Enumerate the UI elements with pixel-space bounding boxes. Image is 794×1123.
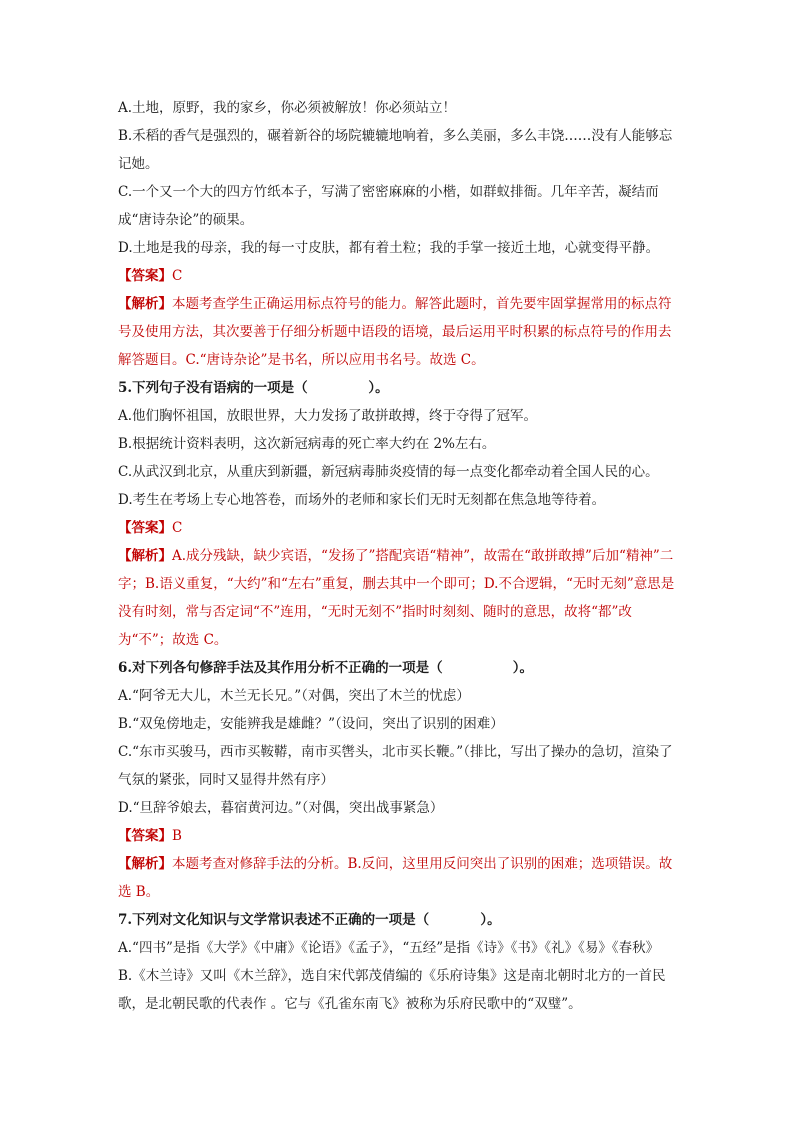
analysis-text: A.成分残缺，缺少宾语，“发扬了”搭配宾语“精神”，故需在“敢拼敢搏”后加“精神”二字；B.语义重复，“大约”和“左右”重复，删去其中一个即可；D.不合逻辑，“无时无刻”意思是没有时刻，常与否定词“不”连用，“无时无刻不”指时时刻刻、随时的意思，故将“都”改为“不”；故选 C。 [118, 548, 675, 648]
analysis-label: 【解析】 [118, 548, 172, 564]
option-b: B.“双兔傍地走，安能辨我是雄雌？”（设问，突出了识别的困难） [118, 716, 504, 732]
question-7-stem [118, 906, 678, 934]
analysis [118, 850, 678, 906]
option-c: C.从武汉到北京，从重庆到新疆，新冠病毒肺炎疫情的每一点变化都牵动着全国人民的心。 [118, 464, 659, 480]
document-page [118, 94, 678, 1018]
analysis-label: 【解析】 [118, 296, 172, 312]
analysis-text: 本题考查学生正确运用标点符号的能力。解答此题时，首先要牢固掌握常用的标点符号及使用方法，其次要善于仔细分析题中语段的语境，最后运用平时积累的标点符号的作用去解答题目。C.“唐诗杂论”是书名，所以应用书名号。故选 C。 [118, 296, 672, 368]
question-5-prefix: 5.下列句子没有语病的一项是（ [118, 380, 308, 396]
answer-value: C [172, 268, 183, 284]
option-d: D.土地是我的母亲，我的每一寸皮肤，都有着土粒；我的手掌一接近土地，心就变得平静。 [118, 240, 660, 256]
question-6-stem [118, 654, 678, 682]
option-b: B.根据统计资料表明，这次新冠病毒的死亡率大约在 2%左右。 [118, 436, 496, 452]
question-7-suffix: ）。 [480, 912, 501, 928]
option-c: C.“东市买骏马，西市买鞍鞯，南市买辔头，北市买长鞭。”（排比，写出了操办的急切，渲染了气氛的紧张，同时又显得井然有序） [118, 744, 673, 788]
option-a: A.“阿爷无大儿，木兰无长兄。”（对偶，突出了木兰的忧虑） [118, 688, 470, 704]
analysis-label: 【解析】 [118, 856, 172, 872]
option-b: B.禾稻的香气是强烈的，碾着新谷的场院辘辘地响着，多么美丽，多么丰饶……没有人能够忘记她。 [118, 128, 673, 172]
option-a: A.他们胸怀祖国，放眼世界，大力发扬了敢拼敢搏，终于夺得了冠军。 [118, 408, 538, 424]
question-7-prefix: 7.下列对文化知识与文学常识表述不正确的一项是（ [118, 912, 430, 928]
answer-line [118, 262, 678, 290]
analysis [118, 290, 678, 374]
analysis-text: 本题考查对修辞手法的分析。B.反问，这里用反问突出了识别的困难；选项错误。故选 B。 [118, 856, 673, 900]
answer-line [118, 514, 678, 542]
option-c: C.一个又一个大的四方竹纸本子，写满了密密麻麻的小楷，如群蚁排衙。几年辛苦，凝结而成“唐诗杂论”的硕果。 [118, 184, 659, 228]
option-b: B.《木兰诗》又叫《木兰辞》，选自宋代郭茂倩编的《乐府诗集》这是南北朝时北方的一首民歌，是北朝民歌的代表作 。它与《孔雀东南飞》被称为乐府民歌中的“双璧”。 [118, 968, 666, 1012]
question-6-prefix: 6.对下列各句修辞手法及其作用分析不正确的一项是（ [118, 660, 443, 676]
answer-label: 【答案】 [118, 828, 172, 844]
answer-label: 【答案】 [118, 268, 172, 284]
answer-label: 【答案】 [118, 520, 172, 536]
analysis [118, 542, 678, 654]
option-d: D.考生在考场上专心地答卷，而场外的老师和家长们无时无刻都在焦急地等待着。 [118, 492, 606, 508]
option-a: A.“四书”是指《大学》《中庸》《论语》《孟子》，“五经”是指《诗》《书》《礼》《易》《春秋》 [118, 940, 660, 956]
option-a: A.土地，原野，我的家乡，你必须被解放！你必须站立！ [118, 100, 457, 116]
answer-value: B [172, 828, 182, 844]
answer-value: C [172, 520, 183, 536]
question-5-stem [118, 374, 678, 402]
question-5-suffix: ）。 [368, 380, 389, 396]
option-d: D.“旦辞爷娘去，暮宿黄河边。”（对偶，突出战事紧急） [118, 800, 444, 816]
answer-line [118, 822, 678, 850]
question-6-suffix: ）。 [512, 660, 534, 676]
